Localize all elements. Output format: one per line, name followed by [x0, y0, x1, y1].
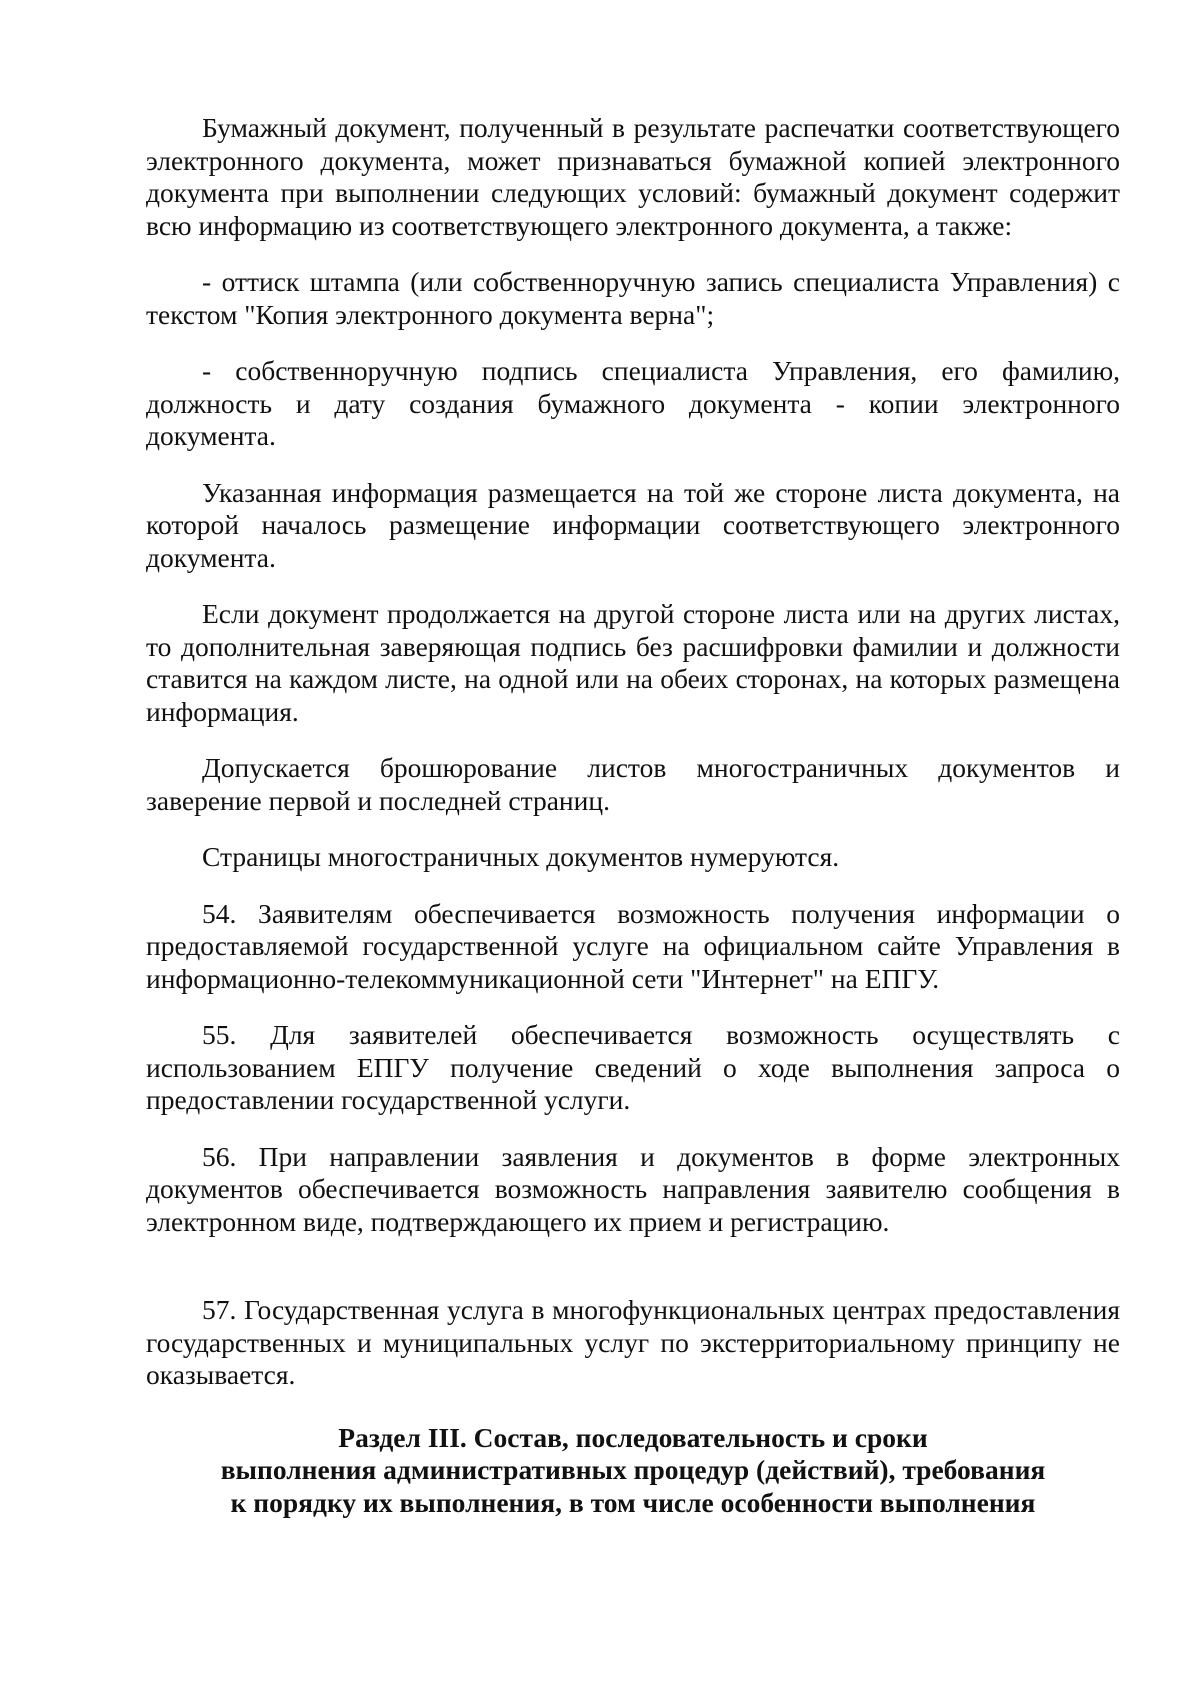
document-page: [146, 112, 1120, 1519]
paragraph-stamp-imprint: - оттиск штампа (или собственноручную запись специалиста Управления) с текстом "Копия электронного документа верна";: [146, 266, 1120, 330]
section-heading-line-2: выполнения административных процедур (действий), требования: [220, 1454, 1046, 1485]
paragraph-item-57: 57. Государственная услуга в многофункциональных центрах предоставления государственных и муниципальных услуг по экстерриториальному принципу не оказывается.: [146, 1294, 1120, 1390]
paragraph-item-56: 56. При направлении заявления и документов в форме электронных документов обеспечивается возможность направления заявителю сообщения в электронном виде, подтверждающего их прием и регистрацию.: [146, 1140, 1120, 1237]
section-heading-line-3: к порядку их выполнения, в том числе особенности выполнения: [230, 1486, 1036, 1518]
paragraph-page-numbering: Страницы многостраничных документов нумеруются.: [202, 841, 840, 872]
paragraph-additional-signature: Если документ продолжается на другой стороне листа или на других листах, то дополнительная заверяющая подпись без расшифровки фамилии и должности ставится на каждом листе, на одной или на обеих сторонах, на которых размещена информация.: [146, 598, 1120, 727]
section-heading-line-1: Раздел III. Состав, последовательность и сроки: [338, 1421, 928, 1453]
paragraph-binding-allowed: Допускается брошюрование листов многостраничных документов и заверение первой и последней страниц.: [146, 752, 1120, 816]
section-heading: [146, 1422, 1120, 1520]
paragraph-item-55: 55. Для заявителей обеспечивается возможность осуществлять с использованием ЕПГУ получение сведений о ходе выполнения запроса о предоставлении государственной услуги.: [146, 1019, 1120, 1115]
paragraph-paper-copy-conditions: Бумажный документ, полученный в результате распечатки соответствующего электронного документа, может признаваться бумажной копией электронного документа при выполнении следующих условий: бумажный документ содержит всю информацию из соответствующего электронного документа, а также:: [146, 112, 1120, 241]
paragraph-item-54: 54. Заявителям обеспечивается возможность получения информации о предоставляемой государственной услуге на официальном сайте Управления в информационно-телекоммуникационной сети "Интернет" на ЕПГУ.: [146, 897, 1120, 994]
paragraph-handwritten-signature: - собственноручную подпись специалиста Управления, его фамилию, должность и дату создания бумажного документа - копии электронного документа.: [146, 355, 1120, 451]
paragraph-information-placement: Указанная информация размещается на той же стороне листа документа, на которой началось размещение информации соответствующего электронного документа.: [146, 476, 1120, 573]
